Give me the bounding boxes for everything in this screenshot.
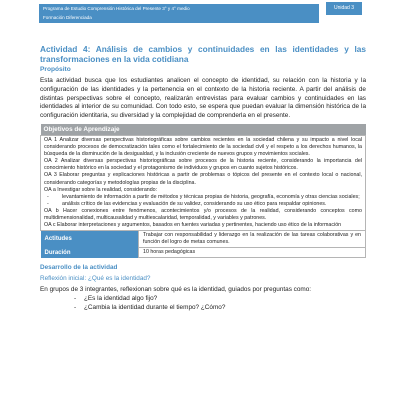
objective-item: OA b Hacer conexiones entre fenómenos, acontecimientos y/o procesos de la realidad, considerando conceptos como multidimensionalidad, multicausalidad y multiescalaridad, temporalidad, y variables y patrones. xyxy=(44,207,362,222)
purpose-text: Esta actividad busca que los estudiantes analicen el concepto de identidad, su relación con la historia y la configuración de las identidades y la pertenencia en el contexto de la historia reciente. A partir del análisis de distintas perspectivas sobre el concepto, realizarán entrevistas para evaluar cambios y continuidades en las identidades al interior de su comunidad. Con todo esto, se espera que puedan evaluar la dimensión histórica de la configuración identitaria, su diversidad y la complejidad de comprenderla en el presente. xyxy=(40,77,366,120)
objectives-list xyxy=(41,135,366,230)
objective-item: OA 3 Elaborar preguntas y explicaciones históricas a partir de problemas o tópicos del presente en el contexto local o nacional, considerando categorías y metodologías propias de la disciplina. xyxy=(44,172,362,186)
objectives-table xyxy=(40,124,366,258)
attitudes-label: Actitudes xyxy=(41,231,139,248)
objective-bullet: - análisis crítico de las evidencias y evaluación de su validez, considerando su uso ético para respaldar opiniones. xyxy=(44,201,362,208)
duration-label: Duración xyxy=(41,248,139,258)
reflection-text: En grupos de 3 integrantes, reflexionan sobre qué es la identidad, guiados por preguntas como: xyxy=(40,286,312,294)
document-header xyxy=(0,0,400,46)
question-item: - ¿Cambia la identidad durante el tiempo? ¿Cómo? xyxy=(40,304,366,313)
development-title: Desarrollo de la actividad xyxy=(40,264,118,272)
purpose-title: Propósito xyxy=(40,66,71,73)
objective-bullet: - levantamiento de información a partir de métodos y técnicas propias de historia, geografía, economía y otras ciencias sociales; xyxy=(44,194,362,201)
attitudes-value: Trabajar con responsabilidad y liderazgo en la realización de las tareas colaborativas y en función del logro de metas comunes. xyxy=(139,231,366,248)
program-subtitle: Formación Diferenciada xyxy=(39,14,319,23)
unit-badge: Unidad 3 xyxy=(326,2,362,15)
objective-item: OA a Investigar sobre la realidad, considerando: xyxy=(44,186,158,193)
program-title: Programa de Estudio Comprensión Histórica del Presente 3° y 4° medio xyxy=(39,4,319,14)
objective-item: OA 1 Analizar diversas perspectivas historiográficas sobre cambios recientes en la sociedad chilena y su impacto a nivel local considerando procesos de democratización tales como el fortalecimiento de la sociedad civil y el respeto a los derechos humanos, la búsqueda de la disminución de la desigualdad, y la inclusión creciente de nuevos grupos y movimientos sociales. xyxy=(44,136,362,158)
activity-title: Actividad 4: Análisis de cambios y continuidades en las identidades y las transformaciones en la vida cotidiana xyxy=(40,44,366,64)
document-body xyxy=(40,44,366,313)
objectives-heading: Objetivos de Aprendizaje xyxy=(41,124,366,136)
question-item: - ¿Es la identidad algo fijo? xyxy=(40,295,366,304)
objective-item: OA 2 Analizar diversas perspectivas historiográficas sobre procesos de la historia reciente, considerando la importancia del conocimiento histórico en la sociedad y el protagonismo de individuos y grupos en cuanto sujetos históricos. xyxy=(44,158,362,172)
objective-item: OA c Elaborar interpretaciones y argumentos, basados en fuentes variadas y pertinentes, haciendo uso ético de la información xyxy=(44,222,342,229)
reflection-title: Reflexión inicial: ¿Qué es la identidad? xyxy=(40,275,151,283)
duration-value: 10 horas pedagógicas xyxy=(139,248,366,258)
